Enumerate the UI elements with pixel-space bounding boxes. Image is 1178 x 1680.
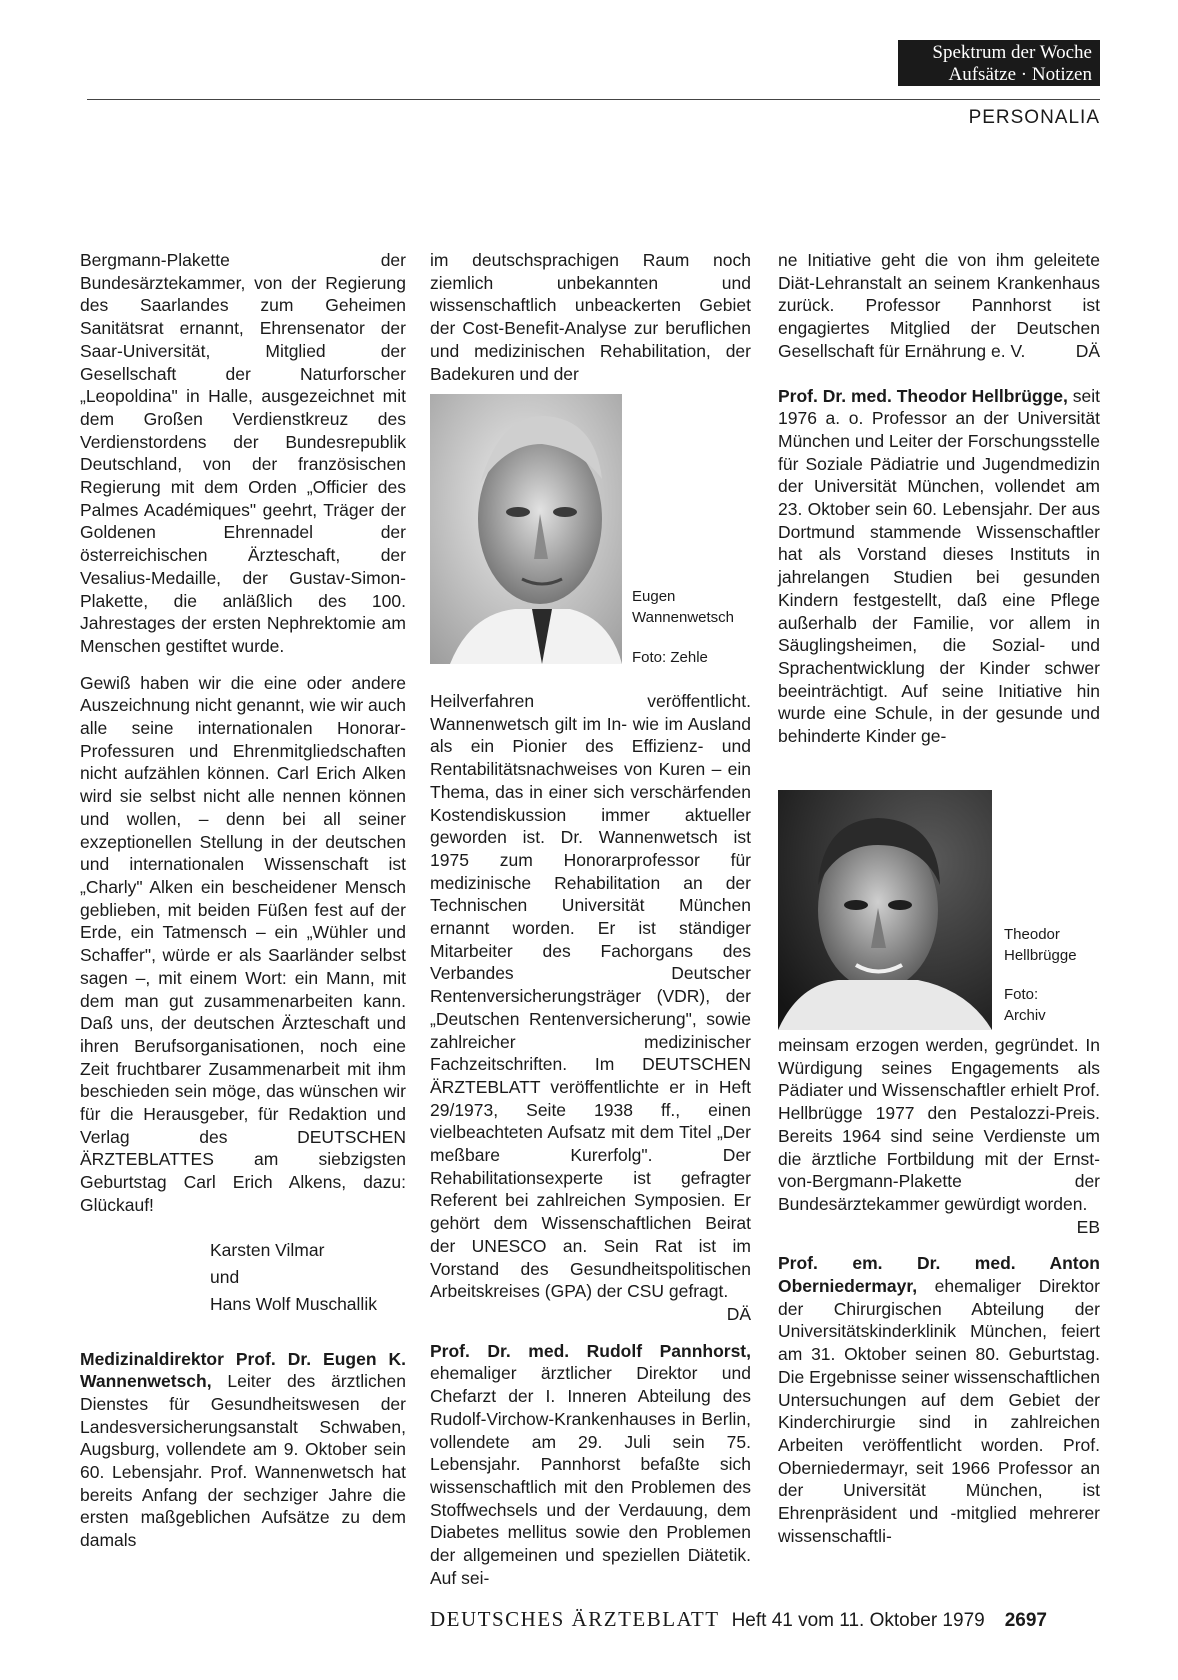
person-name: Medizinaldirektor Prof. Dr. Eugen K. Wannenwetsch, (80, 1348, 406, 1392)
col1-paragraph-3-text: Leiter des ärztlichen Dienstes für Gesundheitswesen der Landesversicherungsanstalt Schwaben, Augsburg, vollendete am 9. Oktober sein 60. Lebensjahr. Prof. Wannenwetsch hat bereits Anfang der sechziger Jahre die ersten maßgeblichen Aufsätze zu dem damals (80, 1371, 406, 1551)
col3-paragraph-4 (778, 1252, 1100, 1547)
header-line-1: Spektrum der Woche (932, 42, 1092, 63)
col3-paragraph-3 (778, 1034, 1100, 1238)
person-name: Prof. Dr. med. Theodor Hellbrügge, (778, 385, 1068, 406)
author-conjunction: und (210, 1266, 240, 1287)
page-number: 2697 (1004, 1610, 1047, 1631)
col1-paragraph-3 (80, 1348, 406, 1552)
author-initials: DÄ (1075, 340, 1100, 361)
col2-paragraph-3-text: ehemaliger ärztlicher Direktor und Chefarzt der I. Inneren Abteilung des Rudolf-Virchow-Krankenhauses in Berlin, vollendete am 29. Juli sein 75. Lebensjahr. Pannhorst befaßte sich wissenschaftlich mit den Problemen des Stoffwechsels und der Verdauung, dem Diabetes mellitus sowie den Problemen der allgemeinen und speziellen Diätetik. Auf sei- (430, 1363, 751, 1588)
col2-paragraph-2-text: Heilverfahren veröffentlicht. Wannenwetsch gilt im In- wie im Ausland als ein Pionier des Effizienz- und Rentabilitätsnachweises von Kuren – ein Thema, das in einer sich verschärfenden Kostendiskussion immer aktueller geworden ist. Dr. Wannenwetsch ist 1975 zum Honorarprofessor für medizinische Rehabilitation an der Technischen Universität München ernannt worden. Er ist ständiger Mitarbeiter des Fachorgans des Verbandes Deutscher Rentenversicherungsträger (VDR), der „Deutschen Rentenversicherung", sowie zahlreicher medizinischer Fachzeitschriften. Im DEUTSCHEN ÄRZTEBLATT veröffentlichte er in Heft 29/1973, Seite 1938 ff., einen vielbeachteten Aufsatz mit dem Titel „Der meßbare Kurerfolg". Der Rehabilitationsexperte ist gefragter Referent bei zahlreichen Symposien. Er gehört dem Wissenschaftlichen Beirat der UNESCO an. Sein Rat ist im Vorstand des Gesundheitspolitischen Arbeitskreises (GPA) der CSU gefragt. (430, 691, 751, 1302)
section-title: PERSONALIA (968, 107, 1100, 128)
journal-title: DEUTSCHES ÄRZTEBLATT (430, 1607, 720, 1631)
col3-paragraph-1 (778, 249, 1100, 363)
issue-info: Heft 41 vom 11. Oktober 1979 (731, 1610, 985, 1631)
photo-caption-wannenwetsch (632, 586, 750, 628)
portrait-photo-hellbruegge (778, 790, 992, 1030)
caption-credit: Foto: Archiv (1004, 986, 1046, 1024)
author-2: Hans Wolf Muschallik (210, 1293, 377, 1314)
photo-credit-wannenwetsch: Foto: Zehle (632, 649, 708, 666)
column-2 (430, 249, 751, 385)
col1-paragraph-2: Gewiß haben wir die eine oder andere Auszeichnung nicht genannt, wie wir auch alle seine internationalen Honorar-Professuren und Ehrenmitgliedschaften nicht aufzählen können. Carl Erich Alken wird sie selbst nicht alle nennen können und wollen, – denn bei all seiner exzeptionellen Stellung in der deutschen und internationalen Wissenschaft ist „Charly" Alken ein bescheidener Mensch geblieben, mit beiden Füßen fest auf der Erde, ein Tatmensch – ein „Wühler und Schaffer", würde er als Saarländer selbst sagen –, mit einem Wort: ein Mann, mit dem man gut zusammenarbeiten kann. Daß uns, der deutschen Ärzteschaft und ihren Berufsorganisationen, noch eine Zeit fruchtbarer Zusammenarbeit mit ihm beschieden sein möge, das wünschen wir für die Herausgeber, für Redaktion und Verlag des DEUTSCHEN ÄRZTEBLATTES am siebzigsten Geburtstag Carl Erich Alkens, dazu: Glückauf! (80, 672, 406, 1215)
col2-paragraph-2 (430, 690, 751, 1326)
column-3 (778, 249, 1100, 748)
authors-signature (210, 1237, 406, 1318)
col3-paragraph-3-text: meinsam erzogen werden, gegründet. In Würdigung seines Engagements als Pädiater und Wissenschaftler erhielt Prof. Hellbrügge 1977 den Pestalozzi-Preis. Bereits 1964 sind seine Verdienste um die ärztliche Fortbildung mit der Ernst-von-Bergmann-Plakette der Bundesärztekammer gewürdigt worden. (778, 1035, 1100, 1214)
col3-paragraph-4-text: ehemaliger Direktor der Chirurgischen Abteilung der Universitätskinderklinik München, feiert am 31. Oktober seinen 80. Geburtstag. Die Ergebnisse seiner wissenschaftlichen Untersuchungen auf dem Gebiet der Kinderchirurgie sind in zahlreichen Arbeiten veröffentlicht worden. Prof. Oberniedermayr, seit 1966 Professor an der Universität München, ist Ehrenpräsident und -mitglied mehrerer wissenschaftli- (778, 1276, 1100, 1546)
photo-credit-hellbruegge (1004, 984, 1074, 1026)
photo-caption-hellbruegge (1004, 924, 1100, 966)
author-initials: DÄ (726, 1303, 751, 1324)
col3-paragraph-2 (778, 385, 1100, 748)
col2-paragraph-3 (430, 1340, 751, 1590)
col3-paragraph-1-text: ne Initiative geht die von ihm geleitete Diät-Lehranstalt an seinem Krankenhaus zurück. Professor Pannhorst ist engagiertes Mitglied der Deutschen Gesellschaft für Ernährung e. V. (778, 250, 1100, 361)
col1-paragraph-1: Bergmann-Plakette der Bundesärztekammer, von der Regierung des Saarlandes zum Geheimen Sanitätsrat ernannt, Ehrensenator der Saar-Universität, Mitglied der Gesellschaft der Naturforscher „Leopoldina" in Halle, ausgezeichnet mit dem Großen Verdienstkreuz des Verdienstordens der Bundesrepublik Deutschland, von der französischen Regierung mit dem Orden „Officier des Palmes Académiques" geehrt, Träger der Goldenen Ehrennadel der österreichischen Ärzteschaft, der Vesalius-Medaille, der Gustav-Simon-Plakette, die anläßlich des 100. Jahrestages der ersten Nephrektomie am Menschen gestiftet wurde. (80, 250, 406, 656)
person-name: Prof. em. Dr. med. Anton Oberniedermayr, (778, 1253, 1100, 1297)
header-line-2: Aufsätze · Notizen (948, 64, 1092, 85)
page-footer (430, 1607, 1047, 1632)
author-initials: EB (1076, 1216, 1100, 1237)
column-2-continued (430, 690, 751, 1589)
caption-name: Theodor Hellbrügge (1004, 926, 1077, 964)
author-1: Karsten Vilmar (210, 1239, 325, 1260)
portrait-photo-wannenwetsch (430, 394, 622, 664)
col3-paragraph-2-text: seit 1976 a. o. Professor an der Universität München und Leiter der Forschungsstelle für Soziale Pädiatrie und Jugendmedizin der Universität München, vollendet am 23. Oktober sein 60. Lebensjahr. Der aus Dortmund stammende Wissenschaftler hat als Vorstand dieses Instituts in jahrelangen Studien bei gesunden Kindern festgestellt, daß eine Pflege außerhalb der Familie, vor allem in Säuglingsheimen, die Sozial- und Sprachentwicklung der Kinder schwer beeinträchtigt. Auf seine Initiative hin wurde eine Schule, in der gesunde und behinderte Kinder ge- (778, 385, 1100, 747)
portrait-image (430, 394, 622, 664)
column-1 (80, 249, 406, 1552)
portrait-image (778, 790, 992, 1030)
column-3-continued (778, 1034, 1100, 1547)
header-rule (87, 99, 1100, 100)
person-name: Prof. Dr. med. Rudolf Pannhorst, (430, 1340, 751, 1361)
section-header-box (898, 40, 1100, 86)
col2-paragraph-1: im deutschsprachigen Raum noch ziemlich unbekannten und wissenschaftlich unbeackerten Gebiet der Cost-Benefit-Analyse zur beruflichen und medizinischen Rehabilitation, der Badekuren und der (430, 250, 751, 384)
caption-name: Eugen Wannenwetsch (632, 588, 734, 626)
